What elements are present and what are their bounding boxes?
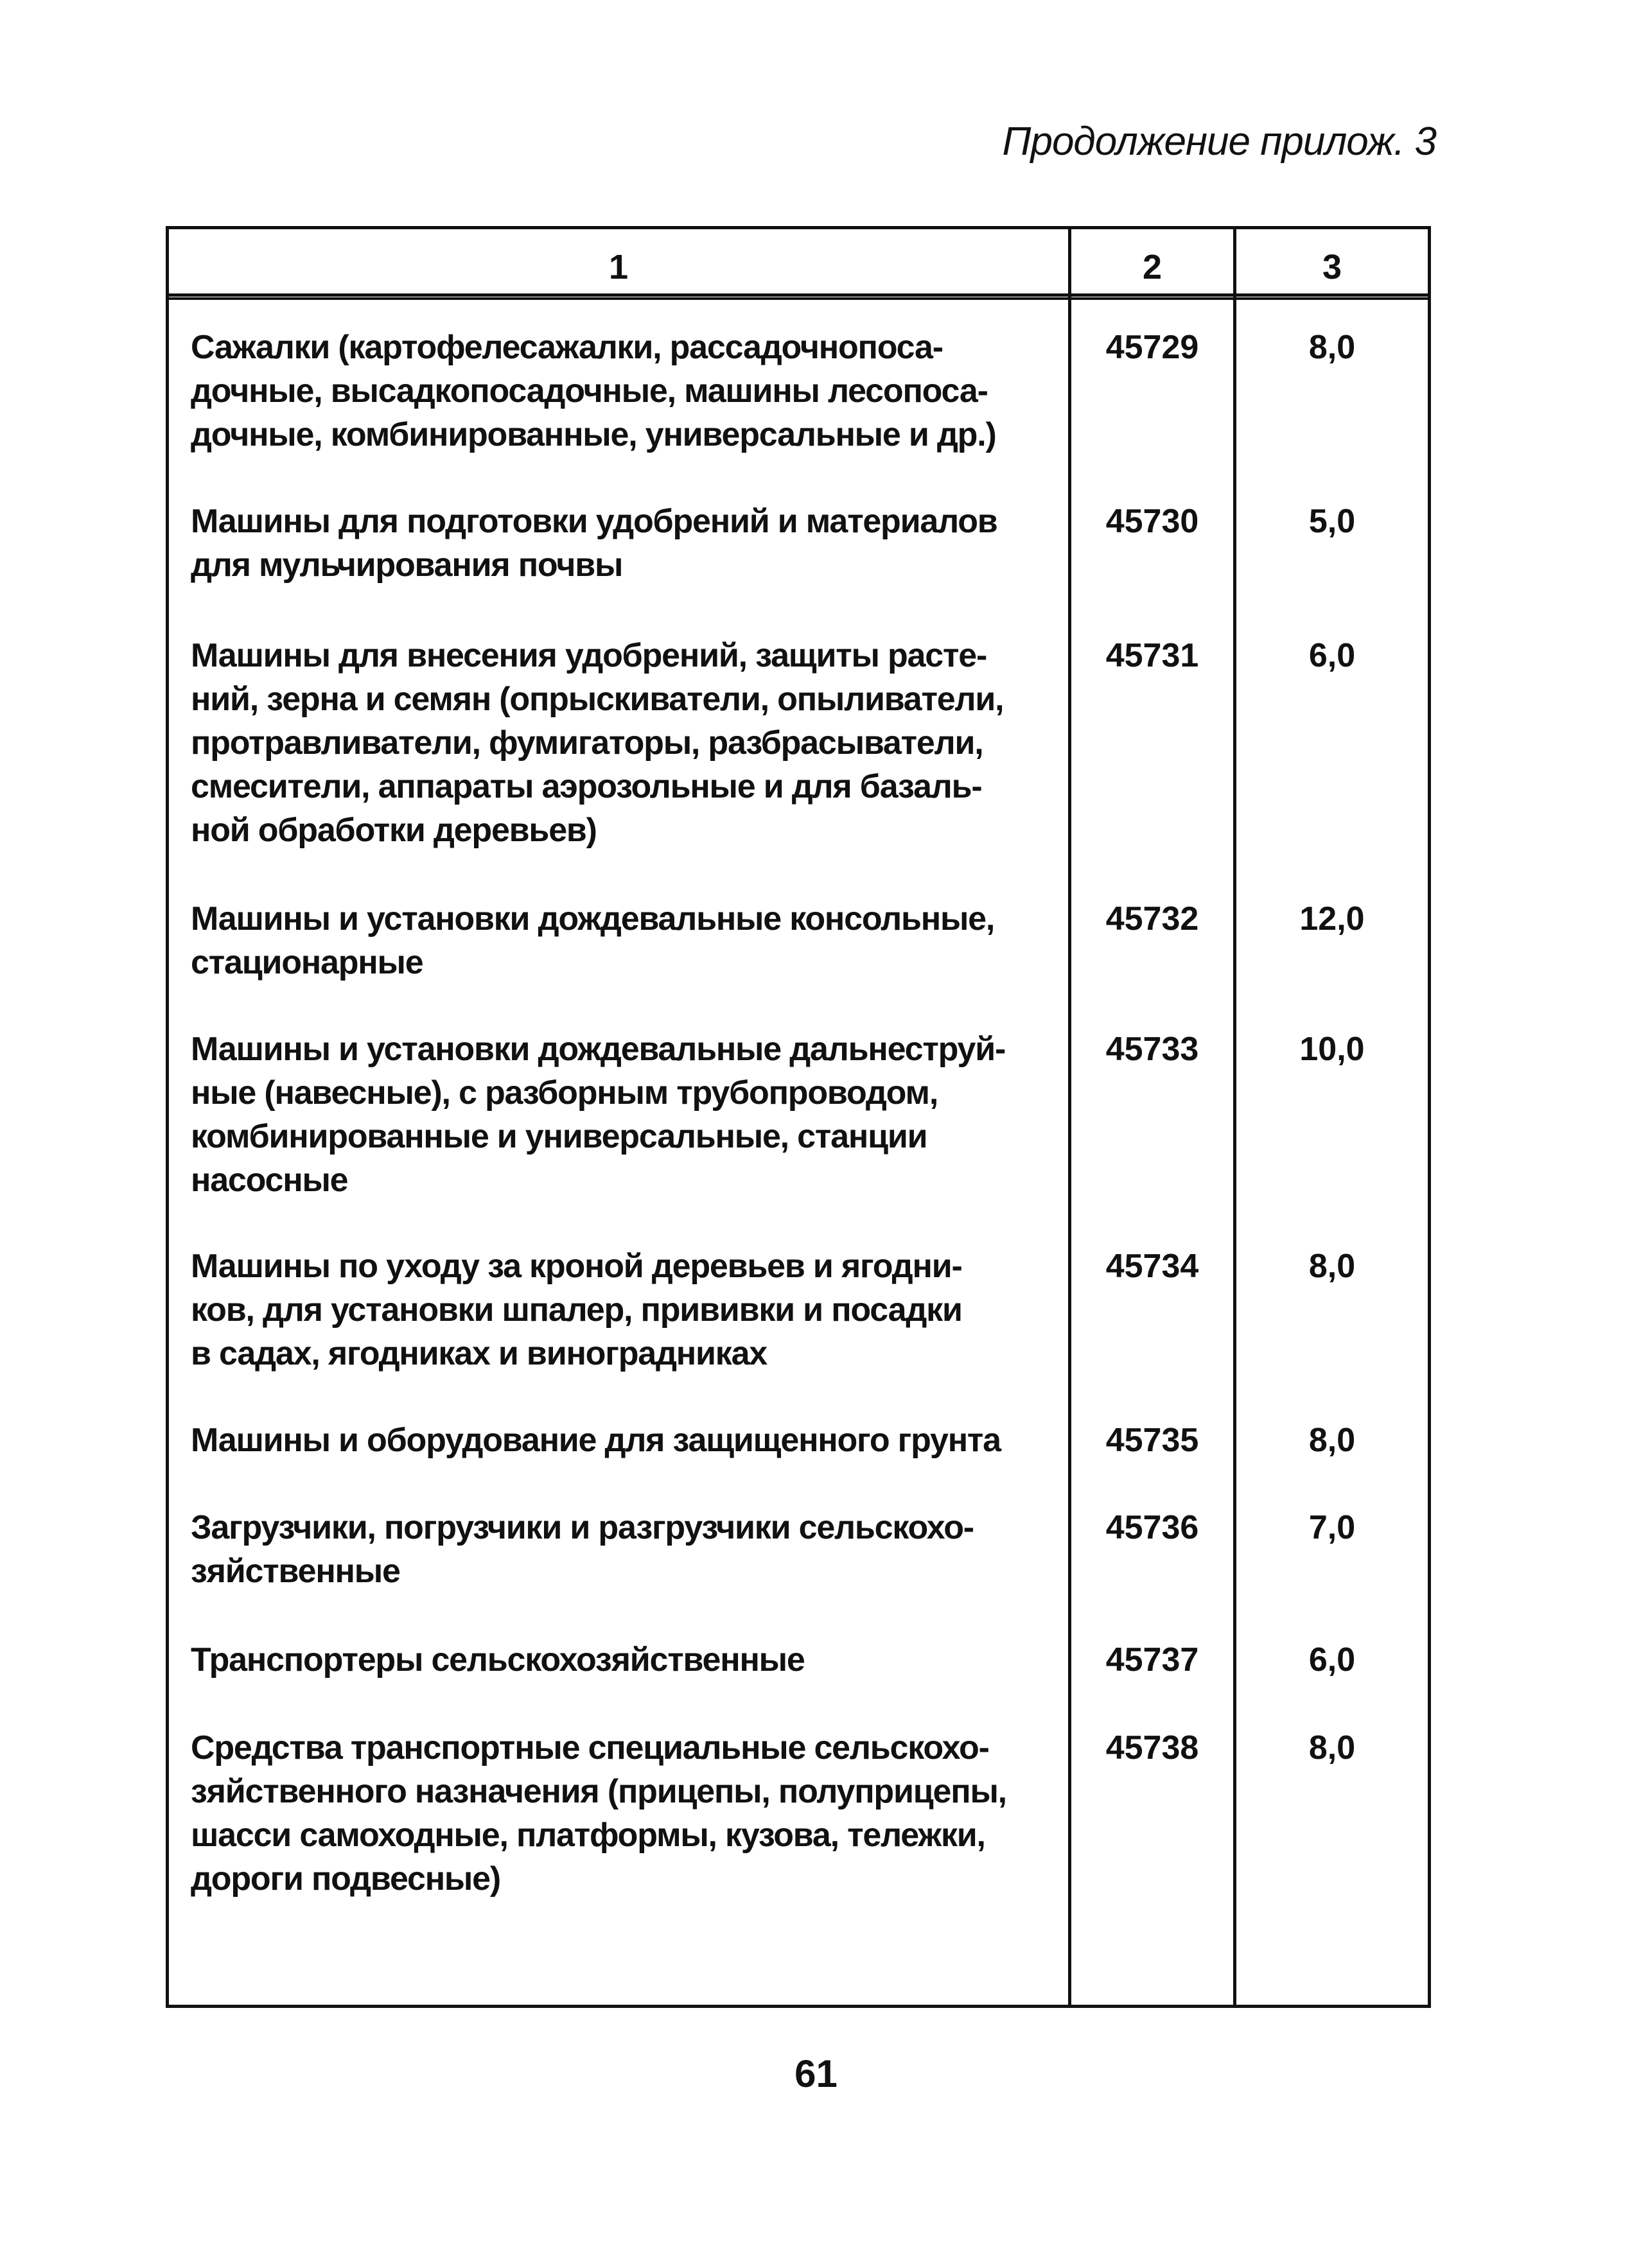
row-code: 45733 bbox=[1105, 1031, 1199, 1068]
row-code: 45735 bbox=[1105, 1422, 1199, 1459]
row-code: 45737 bbox=[1105, 1641, 1199, 1679]
row-value: 6,0 bbox=[1308, 637, 1356, 674]
row-value: 8,0 bbox=[1308, 1248, 1356, 1285]
row-value: 12,0 bbox=[1299, 900, 1365, 938]
header-divider bbox=[169, 293, 1428, 297]
row-name: Машины по уходу за кроной деревьев и ягодни- ков, для установки шпалер, прививки и посадки в садах, ягодниках и виноградниках bbox=[191, 1248, 962, 1372]
row-value: 5,0 bbox=[1308, 503, 1356, 540]
row-value: 10,0 bbox=[1299, 1031, 1365, 1068]
continuation-label: Продолжение прилож. 3 bbox=[1002, 119, 1436, 164]
row-name: Средства транспортные специальные сельскохо- зяйственного назначения (прицепы, полуприцепы, шасси самоходные, платформы, кузова, тележки, дороги подвесные) bbox=[191, 1729, 1006, 1897]
column-header-3: 3 bbox=[1322, 248, 1342, 286]
row-code: 45729 bbox=[1105, 329, 1199, 366]
row-name: Машины для подготовки удобрений и материалов для мульчирования почвы bbox=[191, 503, 997, 584]
classification-table bbox=[166, 226, 1431, 2008]
row-value: 8,0 bbox=[1308, 329, 1356, 366]
header-divider-double bbox=[169, 297, 1428, 300]
row-name: Машины для внесения удобрений, защиты расте- ний, зерна и семян (опрыскиватели, опыливатели, протравливатели, фумигаторы, разбрасыватели, смесители, аппараты аэрозольные и для базаль- ной обработки деревьев) bbox=[191, 637, 1004, 849]
row-name: Машины и установки дождевальные дальнеструй- ные (навесные), с разборным трубопроводом, комбинированные и универсальные, станции насосные bbox=[191, 1031, 1006, 1199]
row-code: 45736 bbox=[1105, 1509, 1199, 1546]
row-code: 45738 bbox=[1105, 1729, 1199, 1766]
row-code: 45732 bbox=[1105, 900, 1199, 938]
column-header-2: 2 bbox=[1142, 248, 1163, 286]
row-value: 7,0 bbox=[1308, 1509, 1356, 1546]
row-code: 45730 bbox=[1105, 503, 1199, 540]
row-name: Сажалки (картофелесажалки, рассадочнопоса- дочные, высадкопосадочные, машины лесопоса- дочные, комбинированные, универсальные и др.) bbox=[191, 329, 996, 453]
column-header-1: 1 bbox=[608, 248, 629, 286]
page-number: 61 bbox=[794, 2052, 838, 2095]
row-code: 45731 bbox=[1105, 637, 1199, 674]
row-name: Машины и установки дождевальные консольные, стационарные bbox=[191, 900, 995, 981]
row-value: 6,0 bbox=[1308, 1641, 1356, 1679]
row-name: Транспортеры сельскохозяйственные bbox=[191, 1641, 805, 1679]
row-value: 8,0 bbox=[1308, 1422, 1356, 1459]
row-name: Машины и оборудование для защищенного грунта bbox=[191, 1422, 1001, 1459]
row-code: 45734 bbox=[1105, 1248, 1199, 1285]
row-name: Загрузчики, погрузчики и разгрузчики сельскохо- зяйственные bbox=[191, 1509, 974, 1590]
row-value: 8,0 bbox=[1308, 1729, 1356, 1766]
